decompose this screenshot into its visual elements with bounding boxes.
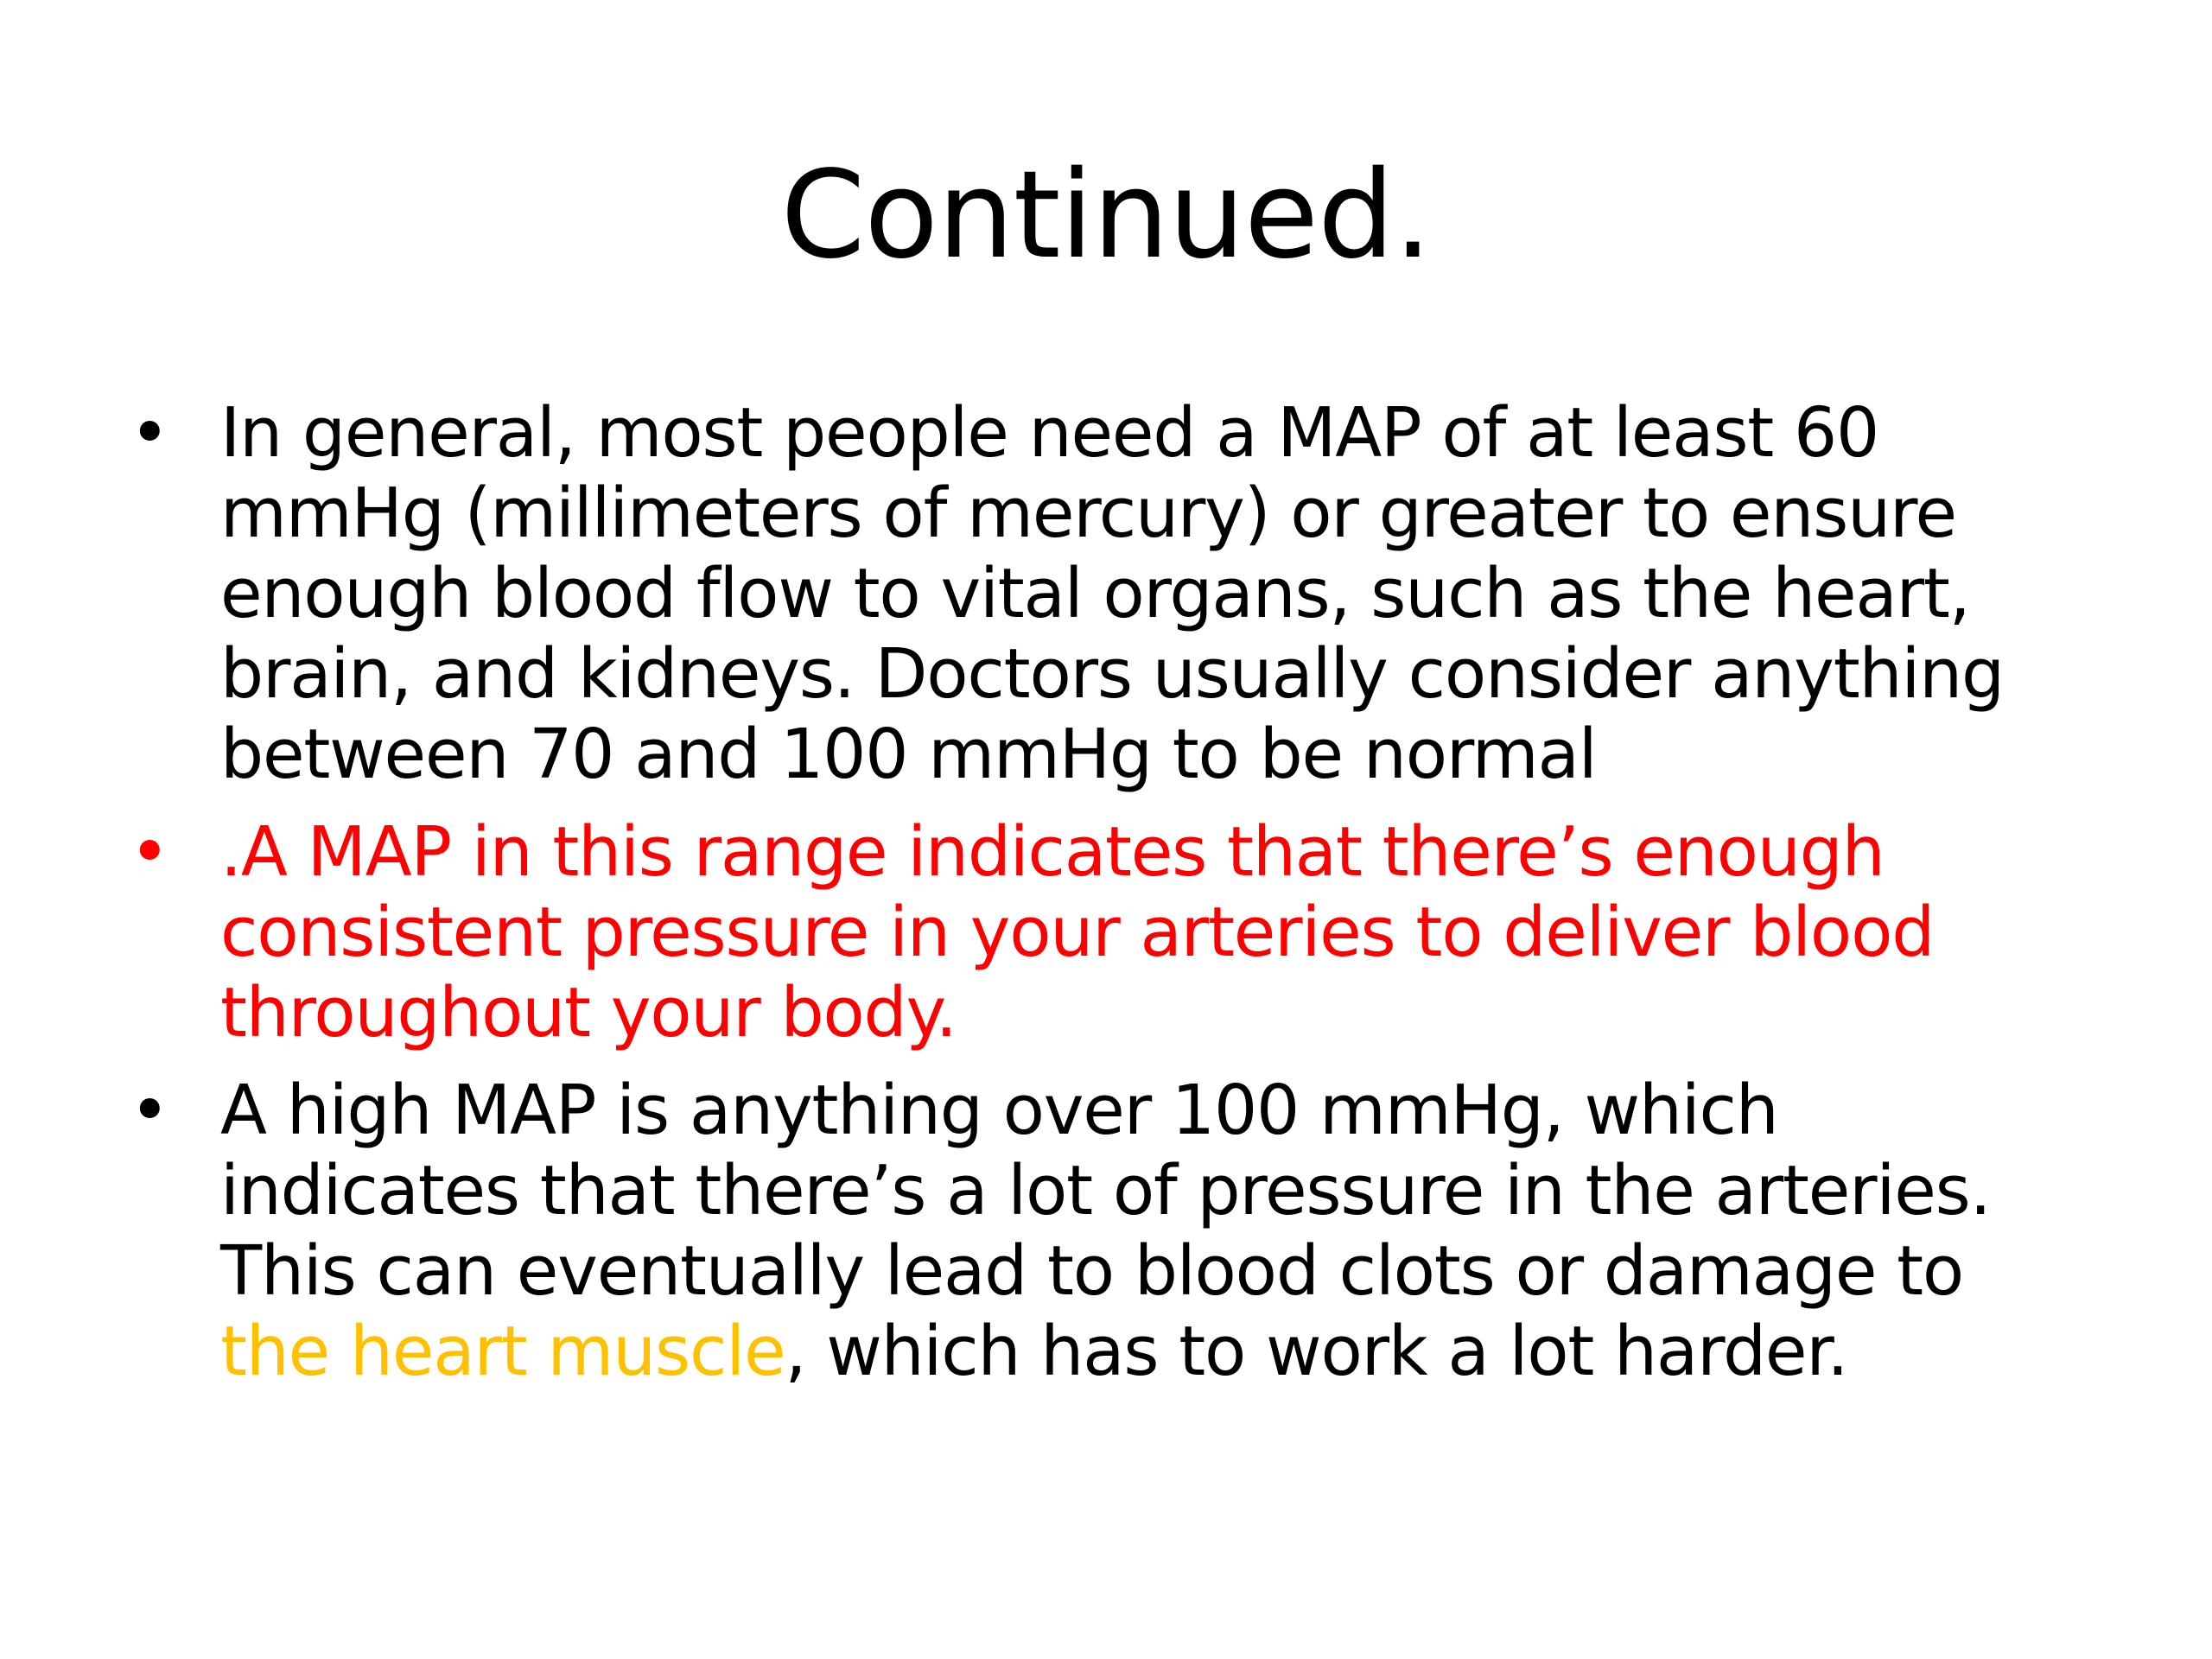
bullet-text	[220, 1071, 2082, 1392]
bullet-marker: •	[130, 812, 169, 892]
bullet-text-before: A high MAP is anything over 100 mmHg, which indicates that there’s a lot of pressure in the arteries. This can eventually lead to blood clots or damage to	[220, 1071, 1991, 1311]
bullet-item-map-range	[130, 812, 2082, 1053]
bullet-item-high-map	[130, 1071, 2082, 1392]
bullet-text: In general, most people need a MAP of at least 60 mmHg (millimeters of mercury) or greater to ensure enough blood flow to vital organs, such as the heart, brain, and kidneys. Doctors usually consider anything between 70 and 100 mmHg to be normal	[220, 393, 2004, 794]
bullet-marker: •	[130, 1071, 169, 1150]
slide-title: Continued.	[780, 145, 1432, 286]
bullet-text-after: , which has to work a lot harder.	[785, 1312, 1848, 1391]
bullet-text: .A MAP in this range indicates that there’s enough consistent pressure in your arteries to deliver blood throughout your body.	[220, 812, 1935, 1052]
bullet-marker: •	[130, 393, 169, 473]
bullet-item-map-minimum	[130, 393, 2082, 795]
highlighted-text: the heart muscle	[220, 1312, 785, 1391]
bullet-list	[130, 393, 2082, 1409]
